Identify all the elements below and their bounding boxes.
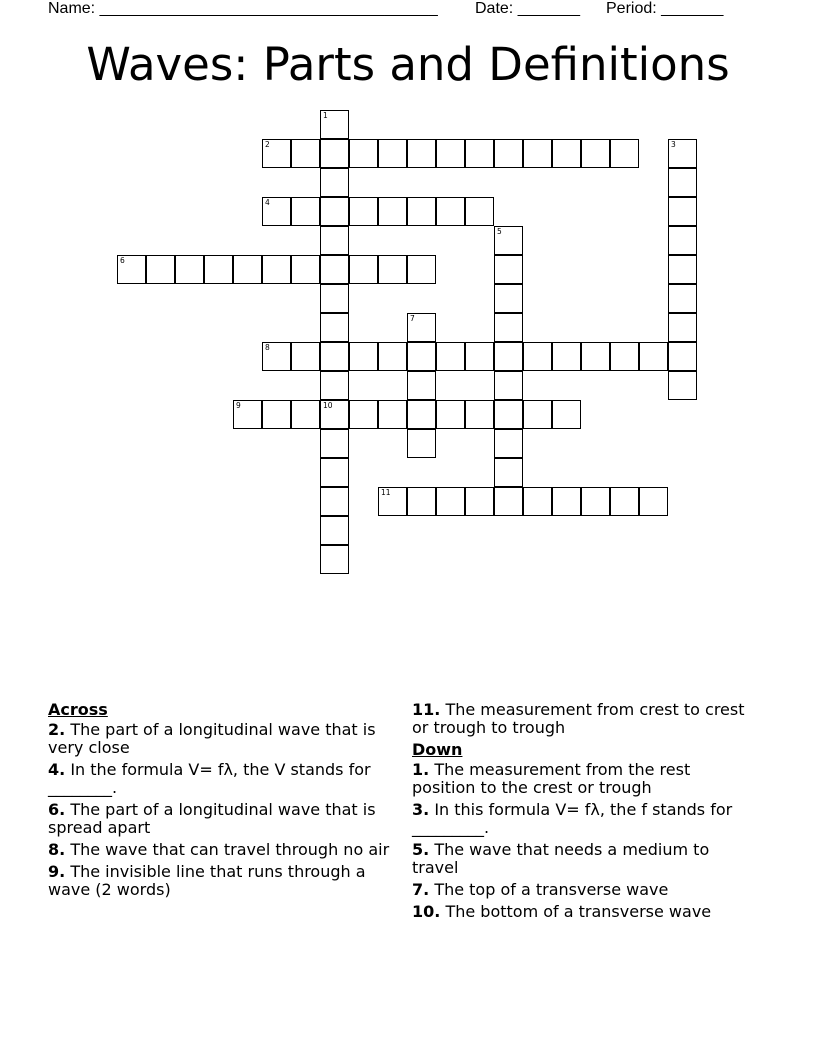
clue-number-label: 10 bbox=[323, 401, 333, 410]
crossword-cell[interactable] bbox=[349, 255, 378, 284]
clue-number: 1. bbox=[412, 760, 430, 779]
clue-number-label: 8 bbox=[265, 343, 270, 352]
crossword-cell[interactable] bbox=[436, 139, 465, 168]
crossword-cell[interactable] bbox=[407, 139, 436, 168]
clue-down-1 bbox=[412, 761, 757, 797]
clue-number: 7. bbox=[412, 880, 430, 899]
clue-text: The part of a longitudinal wave that is spread apart bbox=[48, 800, 376, 837]
crossword-cell[interactable] bbox=[320, 545, 349, 574]
clues-column-right bbox=[412, 701, 757, 925]
crossword-cell[interactable] bbox=[668, 168, 697, 197]
crossword-cell[interactable] bbox=[494, 255, 523, 284]
crossword-cell[interactable] bbox=[436, 197, 465, 226]
clue-number-label: 4 bbox=[265, 198, 270, 207]
clue-text: The top of a transverse wave bbox=[434, 880, 669, 899]
crossword-cell[interactable] bbox=[407, 342, 436, 371]
crossword-cell[interactable] bbox=[117, 255, 146, 284]
clue-text: The bottom of a transverse wave bbox=[445, 902, 712, 921]
crossword-cell[interactable] bbox=[668, 197, 697, 226]
clue-number: 3. bbox=[412, 800, 430, 819]
crossword-cell[interactable] bbox=[668, 371, 697, 400]
crossword-cell[interactable] bbox=[465, 342, 494, 371]
crossword-cell[interactable] bbox=[407, 400, 436, 429]
clue-down-10 bbox=[412, 903, 757, 921]
crossword-cell[interactable] bbox=[320, 429, 349, 458]
crossword-cell[interactable] bbox=[494, 400, 523, 429]
crossword-cell[interactable] bbox=[320, 226, 349, 255]
clue-number-label: 11 bbox=[381, 488, 391, 497]
crossword-cell[interactable] bbox=[291, 255, 320, 284]
crossword-cell[interactable] bbox=[378, 255, 407, 284]
crossword-cell[interactable] bbox=[291, 139, 320, 168]
crossword-cell[interactable] bbox=[320, 516, 349, 545]
clue-across-4 bbox=[48, 761, 393, 797]
clue-text: The measurement from crest to crest or trough to trough bbox=[412, 700, 745, 737]
crossword-cell[interactable] bbox=[291, 197, 320, 226]
clue-number: 4. bbox=[48, 760, 66, 779]
crossword-cell[interactable] bbox=[494, 487, 523, 516]
crossword-cell[interactable] bbox=[610, 342, 639, 371]
crossword-cell[interactable] bbox=[494, 371, 523, 400]
crossword-cell[interactable] bbox=[349, 139, 378, 168]
crossword-cell[interactable] bbox=[407, 197, 436, 226]
clue-number-label: 1 bbox=[323, 111, 328, 120]
crossword-cell[interactable] bbox=[407, 487, 436, 516]
clue-text: The part of a longitudinal wave that is very close bbox=[48, 720, 376, 757]
crossword-cell[interactable] bbox=[668, 313, 697, 342]
crossword-cell[interactable] bbox=[378, 139, 407, 168]
crossword-cell[interactable] bbox=[436, 400, 465, 429]
clue-down-7 bbox=[412, 881, 757, 899]
crossword-cell[interactable] bbox=[407, 371, 436, 400]
crossword-cell[interactable] bbox=[349, 400, 378, 429]
crossword-cell[interactable] bbox=[349, 342, 378, 371]
crossword-cell[interactable] bbox=[581, 342, 610, 371]
clue-number-label: 6 bbox=[120, 256, 125, 265]
clue-across-8 bbox=[48, 841, 393, 859]
crossword-cell[interactable] bbox=[610, 139, 639, 168]
clue-number: 9. bbox=[48, 862, 66, 881]
clue-number-label: 5 bbox=[497, 227, 502, 236]
clues-column-left bbox=[48, 701, 393, 903]
clue-number-label: 2 bbox=[265, 140, 270, 149]
clue-across-2 bbox=[48, 721, 393, 757]
crossword-cell[interactable] bbox=[639, 487, 668, 516]
crossword-cell[interactable] bbox=[262, 400, 291, 429]
crossword-cell[interactable] bbox=[262, 197, 291, 226]
crossword-cell[interactable] bbox=[407, 429, 436, 458]
across-heading: Across bbox=[48, 700, 108, 719]
clue-across-6 bbox=[48, 801, 393, 837]
clue-across-11 bbox=[412, 701, 757, 737]
crossword-cell[interactable] bbox=[494, 458, 523, 487]
date-field[interactable]: Date: _______ bbox=[475, 0, 580, 17]
crossword-cell[interactable] bbox=[320, 313, 349, 342]
crossword-cell[interactable] bbox=[668, 255, 697, 284]
crossword-cell[interactable] bbox=[320, 284, 349, 313]
clue-number: 10. bbox=[412, 902, 441, 921]
crossword-cell[interactable] bbox=[494, 313, 523, 342]
clue-text: The wave that needs a medium to travel bbox=[412, 840, 710, 877]
clue-number: 8. bbox=[48, 840, 66, 859]
crossword-cell[interactable] bbox=[262, 342, 291, 371]
crossword-cell[interactable] bbox=[378, 197, 407, 226]
crossword-cell[interactable] bbox=[291, 400, 320, 429]
crossword-cell[interactable] bbox=[465, 197, 494, 226]
crossword-cell[interactable] bbox=[291, 342, 320, 371]
clue-down-3 bbox=[412, 801, 757, 837]
clue-text: In the formula V= fλ, the V stands for ________. bbox=[48, 760, 371, 797]
crossword-cell[interactable] bbox=[320, 487, 349, 516]
down-heading: Down bbox=[412, 740, 463, 759]
clue-text: The wave that can travel through no air bbox=[70, 840, 390, 859]
clue-number-label: 9 bbox=[236, 401, 241, 410]
crossword-cell[interactable] bbox=[465, 487, 494, 516]
clue-text: The invisible line that runs through a wave (2 words) bbox=[48, 862, 366, 899]
crossword-cell[interactable] bbox=[523, 400, 552, 429]
crossword-cell[interactable] bbox=[610, 487, 639, 516]
clue-number: 11. bbox=[412, 700, 441, 719]
crossword-cell[interactable] bbox=[233, 255, 262, 284]
crossword-cell[interactable] bbox=[262, 255, 291, 284]
clue-number: 5. bbox=[412, 840, 430, 859]
crossword-cell[interactable] bbox=[320, 371, 349, 400]
crossword-cell[interactable] bbox=[552, 487, 581, 516]
crossword-cell[interactable] bbox=[233, 400, 262, 429]
crossword-cell[interactable] bbox=[320, 255, 349, 284]
crossword-cell[interactable] bbox=[436, 342, 465, 371]
crossword-cell[interactable] bbox=[320, 458, 349, 487]
crossword-cell[interactable] bbox=[581, 487, 610, 516]
crossword-cell[interactable] bbox=[320, 139, 349, 168]
crossword-cell[interactable] bbox=[552, 400, 581, 429]
crossword-cell[interactable] bbox=[494, 284, 523, 313]
crossword-cell[interactable] bbox=[320, 400, 349, 429]
crossword-cell[interactable] bbox=[668, 139, 697, 168]
clue-number-label: 7 bbox=[410, 314, 415, 323]
crossword-cell[interactable] bbox=[523, 342, 552, 371]
crossword-cell[interactable] bbox=[204, 255, 233, 284]
crossword-cell[interactable] bbox=[552, 342, 581, 371]
crossword-cell[interactable] bbox=[494, 139, 523, 168]
crossword-cell[interactable] bbox=[407, 255, 436, 284]
crossword-cell[interactable] bbox=[349, 197, 378, 226]
crossword-cell[interactable] bbox=[378, 400, 407, 429]
crossword-cell[interactable] bbox=[668, 226, 697, 255]
crossword-cell[interactable] bbox=[668, 284, 697, 313]
crossword-cell[interactable] bbox=[494, 342, 523, 371]
name-field[interactable]: Name: ______________________________________ bbox=[48, 0, 438, 17]
crossword-cell[interactable] bbox=[320, 110, 349, 139]
crossword-cell[interactable] bbox=[494, 226, 523, 255]
crossword-cell[interactable] bbox=[320, 197, 349, 226]
clue-text: The measurement from the rest position to the crest or trough bbox=[412, 760, 691, 797]
crossword-cell[interactable] bbox=[523, 139, 552, 168]
crossword-cell[interactable] bbox=[320, 342, 349, 371]
clue-number: 2. bbox=[48, 720, 66, 739]
clue-across-9 bbox=[48, 863, 393, 899]
clue-number: 6. bbox=[48, 800, 66, 819]
crossword-cell[interactable] bbox=[465, 139, 494, 168]
crossword-cell[interactable] bbox=[465, 400, 494, 429]
crossword-cell[interactable] bbox=[523, 487, 552, 516]
crossword-cell[interactable] bbox=[668, 342, 697, 371]
crossword-cell[interactable] bbox=[436, 487, 465, 516]
clue-number-label: 3 bbox=[671, 140, 676, 149]
crossword-cell[interactable] bbox=[262, 139, 291, 168]
clue-down-5 bbox=[412, 841, 757, 877]
crossword-cell[interactable] bbox=[146, 255, 175, 284]
period-field[interactable]: Period: _______ bbox=[606, 0, 724, 17]
crossword-cell[interactable] bbox=[552, 139, 581, 168]
crossword-cell[interactable] bbox=[378, 342, 407, 371]
crossword-cell[interactable] bbox=[639, 342, 668, 371]
crossword-cell[interactable] bbox=[378, 487, 407, 516]
crossword-cell[interactable] bbox=[175, 255, 204, 284]
crossword-cell[interactable] bbox=[581, 139, 610, 168]
crossword-cell[interactable] bbox=[320, 168, 349, 197]
clue-text: In this formula V= fλ, the f stands for _________. bbox=[412, 800, 733, 837]
crossword-cell[interactable] bbox=[494, 429, 523, 458]
page-title: Waves: Parts and Definitions bbox=[86, 38, 730, 91]
crossword-cell[interactable] bbox=[407, 313, 436, 342]
